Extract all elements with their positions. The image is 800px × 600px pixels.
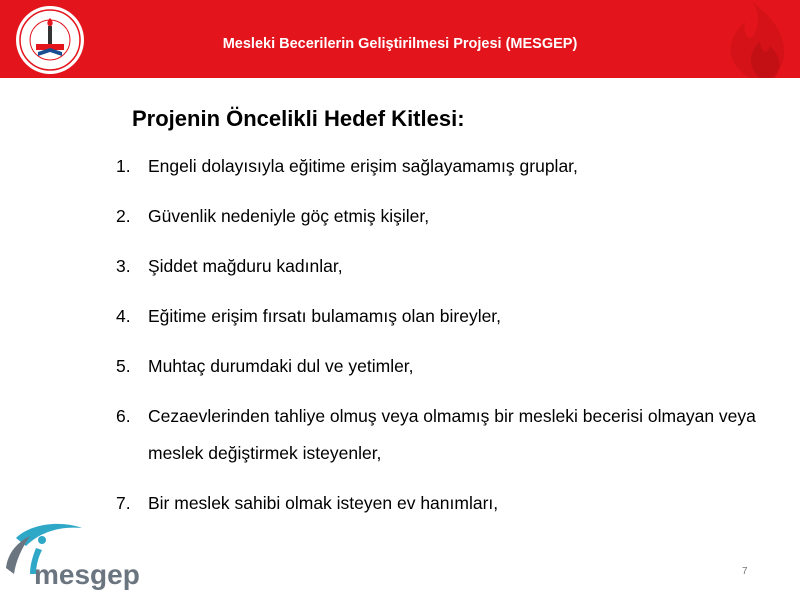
list-item <box>116 485 776 522</box>
list-item-text: Bir meslek sahibi olmak isteyen ev hanımları, <box>148 493 499 513</box>
list-item-text: Güvenlik nedeniyle göç etmiş kişiler, <box>148 206 430 226</box>
list-item <box>116 148 776 185</box>
target-audience-list <box>116 148 776 535</box>
list-item <box>116 198 776 235</box>
list-item-number: 5. <box>116 356 131 376</box>
list-item-text: Muhtaç durumdaki dul ve yetimler, <box>148 356 414 376</box>
list-item <box>116 248 776 285</box>
mesgep-logo-text: mesgep <box>34 559 140 590</box>
list-item <box>116 398 776 472</box>
list-item <box>116 298 776 335</box>
list-item-text: Şiddet mağduru kadınlar, <box>148 256 343 276</box>
list-item-number: 7. <box>116 493 131 513</box>
page-number: 7 <box>742 566 748 577</box>
list-item-text: Cezaevlerinden tahliye olmuş veya olmamış bir mesleki becerisi olmayan veya meslek değiştirmek isteyenler, <box>148 406 756 463</box>
list-item-number: 1. <box>116 156 131 176</box>
slide-header <box>0 0 800 78</box>
list-item-number: 4. <box>116 306 131 326</box>
list-item-text: Engeli dolayısıyla eğitime erişim sağlayamamış gruplar, <box>148 156 578 176</box>
list-item <box>116 348 776 385</box>
list-item-number: 2. <box>116 206 131 226</box>
list-item-number: 3. <box>116 256 131 276</box>
list-item-number: 6. <box>116 406 131 426</box>
mesgep-logo <box>0 518 160 600</box>
list-item-text: Eğitime erişim fırsatı bulamamış olan bireyler, <box>148 306 502 326</box>
slide-heading: Projenin Öncelikli Hedef Kitlesi: <box>132 106 465 131</box>
presentation-title: Mesleki Becerilerin Geliştirilmesi Projesi (MESGEP) <box>222 36 578 52</box>
